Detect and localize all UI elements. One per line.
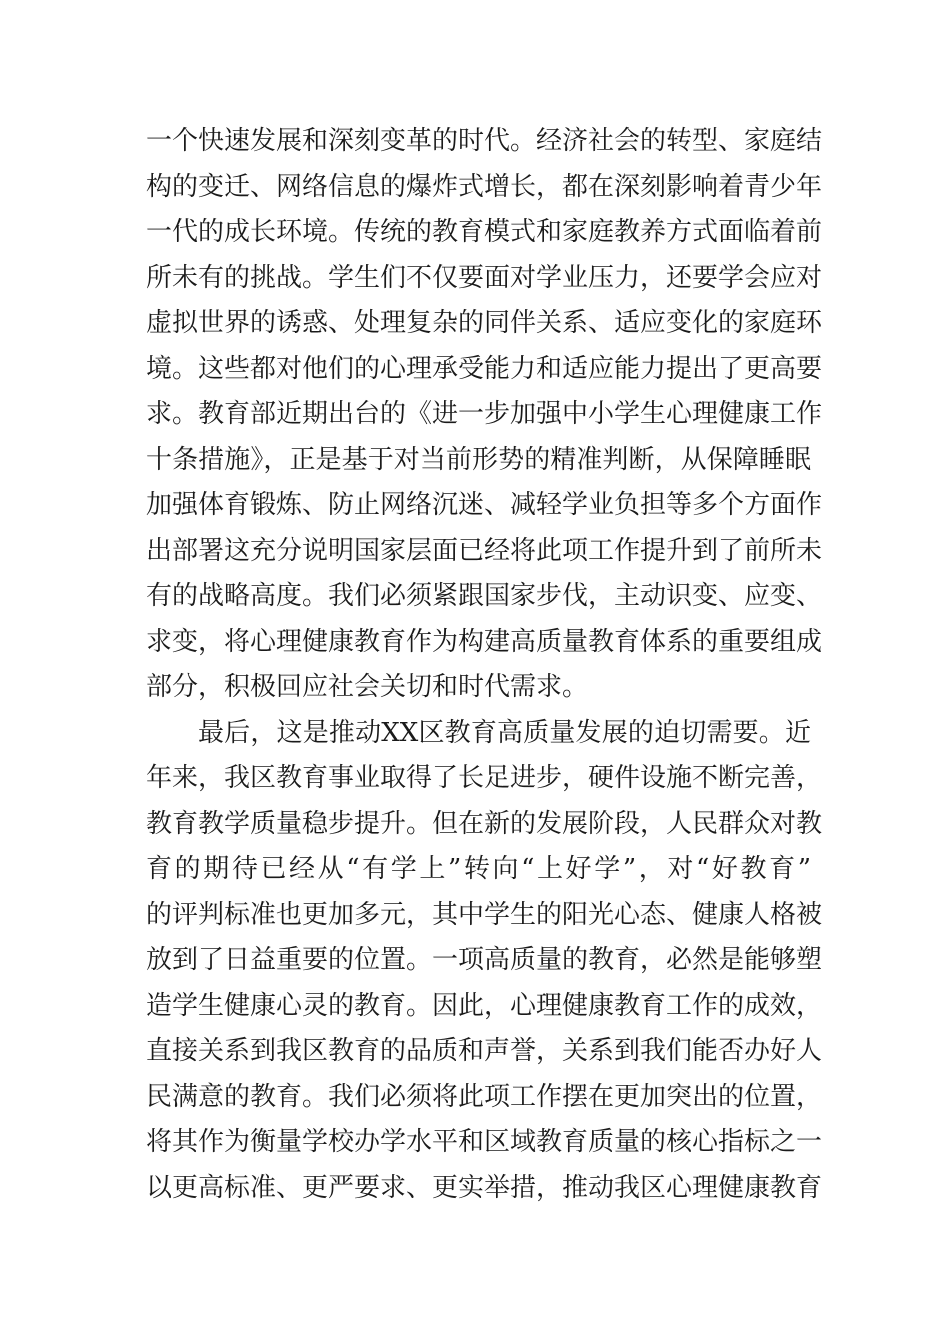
text-line: 将其作为衡量学校办学水平和区域教育质量的核心指标之一 — [146, 1127, 823, 1157]
text-line: 造学生健康心灵的教育。因此，心理健康教育工作的成效， — [146, 990, 823, 1021]
text-line: 的评判标准也更加多元，其中学生的阳光心态、健康人格被 — [146, 899, 823, 930]
text-line: 求变，将心理健康教育作为构建高质量教育体系的重要组成 — [146, 626, 823, 657]
text-line: 一个快速发展和深刻变革的时代。经济社会的转型、家庭结 — [146, 126, 823, 156]
text-line: 放到了日益重要的位置。一项高质量的教育，必然是能够塑 — [146, 945, 823, 975]
text-line: 构的变迁、网络信息的爆炸式增长，都在深刻影响着青少年 — [146, 171, 823, 202]
text-line: 出部署这充分说明国家层面已经将此项工作提升到了前所未 — [146, 535, 823, 566]
text-line: 一代的成长环境。传统的教育模式和家庭教养方式面临着前 — [146, 217, 823, 247]
text-line: 教育教学质量稳步提升。但在新的发展阶段，人民群众对教 — [146, 808, 823, 839]
text-line: 以更高标准、更严要求、更实举措，推动我区心理健康教育 — [146, 1172, 823, 1203]
text-line: 最后，这是推动XX区教育高质量发展的迫切需要。近 — [198, 717, 811, 748]
paragraph — [146, 119, 823, 711]
text-line: 求。教育部近期出台的《进一步加强中小学生心理健康工作 — [146, 399, 823, 429]
text-line: 加强体育锻炼、防止网络沉迷、减轻学业负担等多个方面作 — [146, 490, 823, 520]
text-line: 育的期待已经从“有学上”转向“上好学”，对“好教育” — [146, 854, 811, 884]
text-line: 境。这些都对他们的心理承受能力和适应能力提出了更高要 — [146, 353, 823, 384]
text-line: 虚拟世界的诱惑、处理复杂的同伴关系、适应变化的家庭环 — [146, 308, 823, 338]
text-line: 民满意的教育。我们必须将此项工作摆在更加突出的位置， — [146, 1081, 823, 1112]
body-text — [146, 119, 823, 1211]
text-line: 部分，积极回应社会关切和时代需求。 — [146, 672, 589, 702]
text-line: 所未有的挑战。学生们不仅要面对学业压力，还要学会应对 — [146, 262, 823, 293]
text-line: 十条措施》，正是基于对当前形势的精准判断，从保障睡眠 — [146, 444, 811, 475]
text-line: 有的战略高度。我们必须紧跟国家步伐，主动识变、应变、 — [146, 581, 823, 611]
paragraph — [146, 711, 823, 1212]
text-line: 直接关系到我区教育的品质和声誉，关系到我们能否办好人 — [146, 1036, 823, 1066]
text-line: 年来，我区教育事业取得了长足进步，硬件设施不断完善， — [146, 763, 823, 793]
